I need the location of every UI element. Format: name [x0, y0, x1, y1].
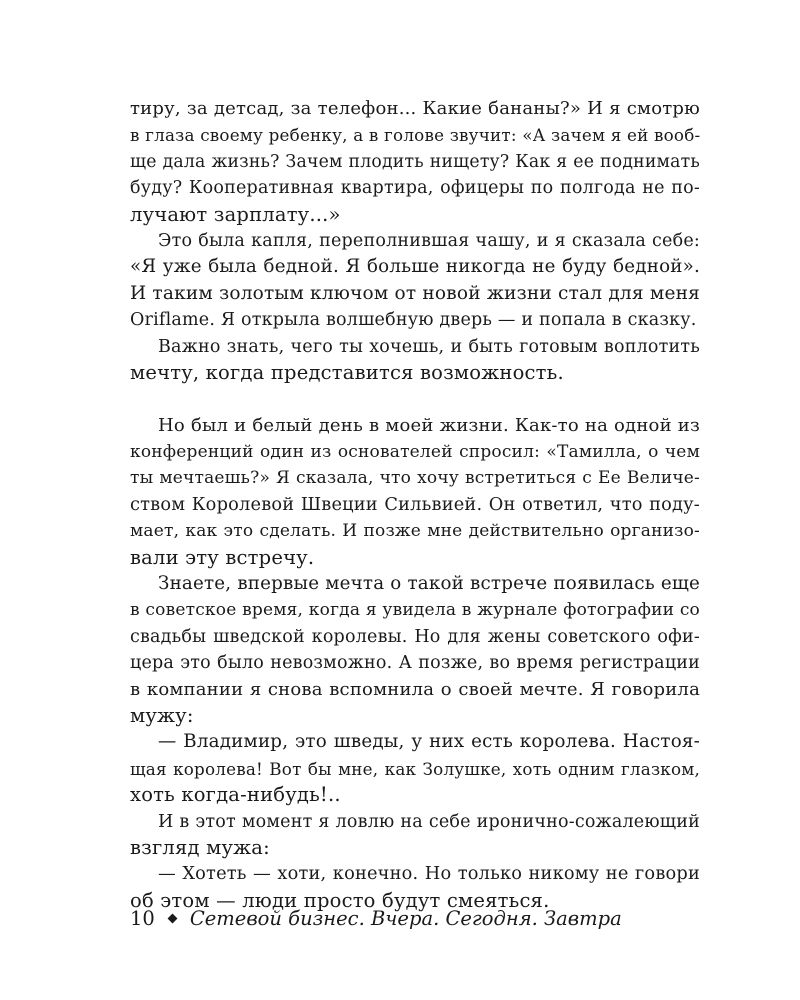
paragraph	[130, 809, 700, 862]
diamond-icon	[167, 914, 177, 924]
text-line: в компании я снова вспомнила о своей мечте. Я говорила	[130, 678, 700, 700]
text-line: конференций один из основателей спросил: «Тамилла, о чем	[130, 442, 700, 463]
paragraph	[130, 228, 700, 334]
text-line: щая королева! Вот бы мне, как Золушке, хоть одним глазком,	[130, 758, 700, 779]
text-line: вали эту встречу.	[130, 545, 315, 569]
text-line: Это была капля, переполнившая чашу, и я сказала себе:	[158, 230, 700, 251]
text-line: И в этот момент я ловлю на себе иронично-сожалеющий	[158, 811, 700, 832]
body-text	[130, 96, 700, 914]
running-title: Сетевой бизнес. Вчера. Сегодня. Завтра	[189, 907, 622, 930]
text-line: И таким золотым ключом от новой жизни стал для меня	[130, 282, 700, 304]
text-line: буду? Кооперативная квартира, офицеры по полгода не по-	[130, 178, 700, 199]
paragraph	[130, 413, 700, 571]
text-line: Oriflame. Я открыла волшебную дверь — и попала в сказку.	[130, 310, 697, 331]
text-line: — Владимир, это шведы, у них есть королева. Настоя-	[158, 731, 700, 753]
text-line: «Я уже была бедной. Я больше никогда не буду бедной».	[130, 256, 700, 278]
text-line: свадьбы шведской королевы. Но для жены советского офи-	[130, 626, 700, 647]
text-line: мечту, когда представится возможность.	[130, 360, 564, 384]
text-line: ты мечтаешь?» Я сказала, что хочу встретиться с Ее Величе-	[130, 468, 700, 489]
text-line: Но был и белый день в моей жизни. Как-то на одной из	[158, 414, 700, 436]
text-line: Важно знать, чего ты хочешь, и быть готовым воплотить	[158, 336, 700, 357]
section-gap	[130, 386, 700, 412]
paragraph	[130, 96, 700, 228]
page-footer	[130, 906, 700, 932]
text-line: Знаете, впервые мечта о такой встрече появилась еще	[158, 573, 701, 595]
text-line: в советское время, когда я увидела в журнале фотографии со	[130, 600, 700, 621]
text-line: лучают зарплату...»	[130, 202, 341, 226]
text-line: мает, как это сделать. И позже мне действительно организо-	[130, 521, 700, 542]
text-line: в глаза своему ребенку, а в голове звучит: «А зачем я ей вооб-	[130, 125, 701, 146]
text-line: цера это было невозможно. А позже, во время регистрации	[130, 653, 700, 674]
page-number: 10	[130, 907, 155, 930]
text-line: ще дала жизнь? Зачем плодить нищету? Как я ее поднимать	[130, 151, 700, 172]
text-line: хоть когда-нибудь!..	[130, 783, 341, 807]
text-line: — Хотеть — хоти, конечно. Но только никому не говори	[158, 864, 700, 885]
text-line: тиру, за детсад, за телефон... Какие бананы?» И я смотрю	[130, 98, 700, 119]
paragraph	[130, 571, 700, 729]
paragraph	[130, 729, 700, 808]
paragraph	[130, 334, 700, 387]
text-line: мужу:	[130, 703, 194, 727]
text-line: ством Королевой Швеции Сильвией. Он ответил, что поду-	[130, 494, 700, 515]
text-line: об этом — люди просто будут смеяться.	[130, 888, 550, 912]
text-line: взгляд мужа:	[130, 835, 270, 859]
